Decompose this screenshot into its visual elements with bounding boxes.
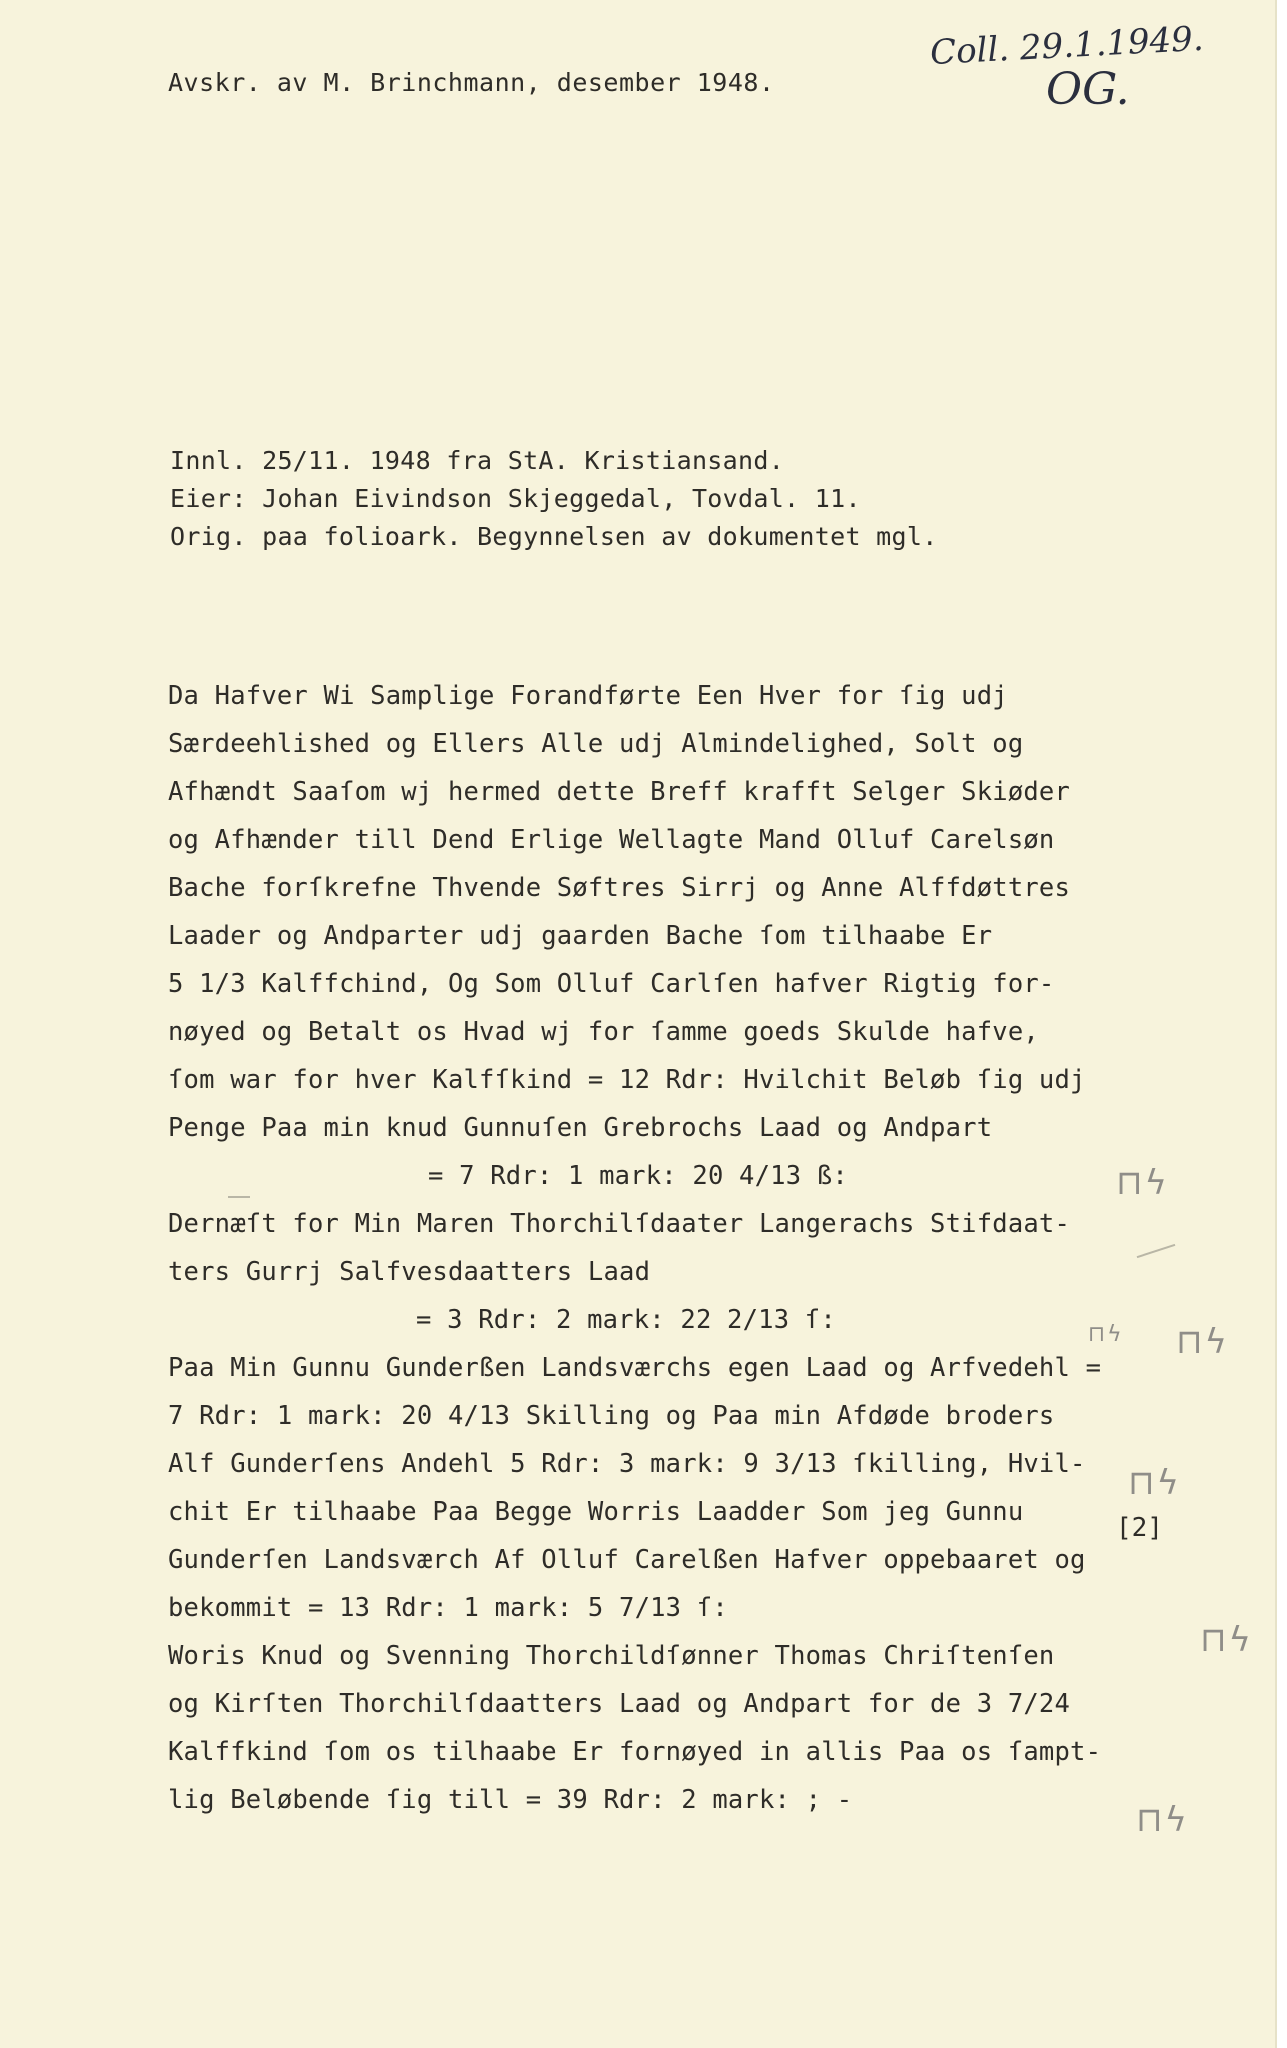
body-line: nøyed og Betalt os Hvad wj for ſamme goeds Skulde hafve, [168,1017,1039,1047]
body-line-amount: = 7 Rdr: 1 mark: 20 4/13 ß: [428,1161,848,1191]
margin-pencil-mark: ⊓ϟ [1128,1463,1181,1503]
body-line: Kalffkind ſom os tilhaabe Er fornøyed in allis Paa os ſampt- [168,1737,1102,1767]
initials-handwritten: OG. [1046,64,1130,115]
page-reference: [2] [1116,1513,1163,1543]
pencil-dash [228,1196,250,1198]
body-line: 7 Rdr: 1 mark: 20 4/13 Skilling og Paa min Afdøde broders [168,1401,1055,1431]
margin-pencil-mark: ⊓ϟ [1200,1620,1253,1660]
body-line: Alf Gunderſens Andehl 5 Rdr: 3 mark: 9 3/13 ſkilling, Hvil- [168,1449,1086,1479]
collection-note-handwritten: Coll. 29.1.1949. [929,18,1205,74]
body-line: Penge Paa min knud Gunnuſen Grebrochs Laad og Andpart [168,1113,993,1143]
body-line: lig Beløbende ſig till = 39 Rdr: 2 mark: ; - [168,1785,853,1815]
body-line: bekommit = 13 Rdr: 1 mark: 5 7/13 ſ: [168,1593,728,1623]
body-line: Afhændt Saaſom wj hermed dette Breff krafft Selger Skiøder [168,777,1071,807]
body-line: Dernæſt for Min Maren Thorchilſdaater Langerachs Stifdaat- [168,1209,1071,1239]
body-line: og Kirſten Thorchilſdaatters Laad og Andpart for de 3 7/24 [168,1689,1071,1719]
margin-pencil-mark: ⊓ϟ [1088,1322,1124,1347]
meta-line: Eier: Johan Eivindson Skjeggedal, Tovdal. 11. [170,484,861,513]
body-line-amount: = 3 Rdr: 2 mark: 22 2/13 ſ: [416,1305,836,1335]
body-line: ters Gurrj Salfvesdaatters Laad [168,1257,651,1287]
body-line: Særdeehlished og Ellers Alle udj Almindelighed, Solt og [168,729,1024,759]
margin-pencil-mark: ⊓ϟ [1116,1163,1169,1203]
body-line: og Afhænder till Dend Erlige Wellagte Mand Olluf Carelsøn [168,825,1055,855]
body-line: Gunderſen Landsværch Af Olluf Carelßen Hafver oppebaaret og [168,1545,1086,1575]
meta-line: Innl. 25/11. 1948 fra StA. Kristiansand. [170,446,785,475]
margin-pencil-mark: ⊓ϟ [1136,1800,1189,1840]
body-line: Paa Min Gunnu Gunderßen Landsværchs egen Laad og Arfvedehl = [168,1353,1102,1383]
body-line: Laader og Andparter udj gaarden Bache ſom tilhaabe Er [168,921,993,951]
body-line: Da Hafver Wi Samplige Forandførte Een Hver for ſig udj [168,681,1008,711]
margin-pencil-mark: ⊓ϟ [1176,1322,1229,1362]
body-line: ſom war for hver Kalfſkind = 12 Rdr: Hvilchit Beløb ſig udj [168,1065,1086,1095]
body-line: chit Er tilhaabe Paa Begge Worris Laadder Som jeg Gunnu [168,1497,1024,1527]
pencil-dash [1137,1244,1176,1258]
body-line: Woris Knud og Svenning Thorchildſønner Thomas Chriſtenſen [168,1641,1055,1671]
meta-line: Orig. paa folioark. Begynnelsen av dokumentet mgl. [170,522,938,551]
body-line: Bache forſkrefne Thvende Søftres Sirrj og Anne Alffdøttres [168,873,1071,903]
archive-metadata [170,442,938,556]
body-line: 5 1/3 Kalffchind, Og Som Olluf Carlſen hafver Rigtig for- [168,969,1055,999]
document-body [168,672,1101,1824]
transcription-note: Avskr. av M. Brinchmann, desember 1948. [168,68,775,97]
